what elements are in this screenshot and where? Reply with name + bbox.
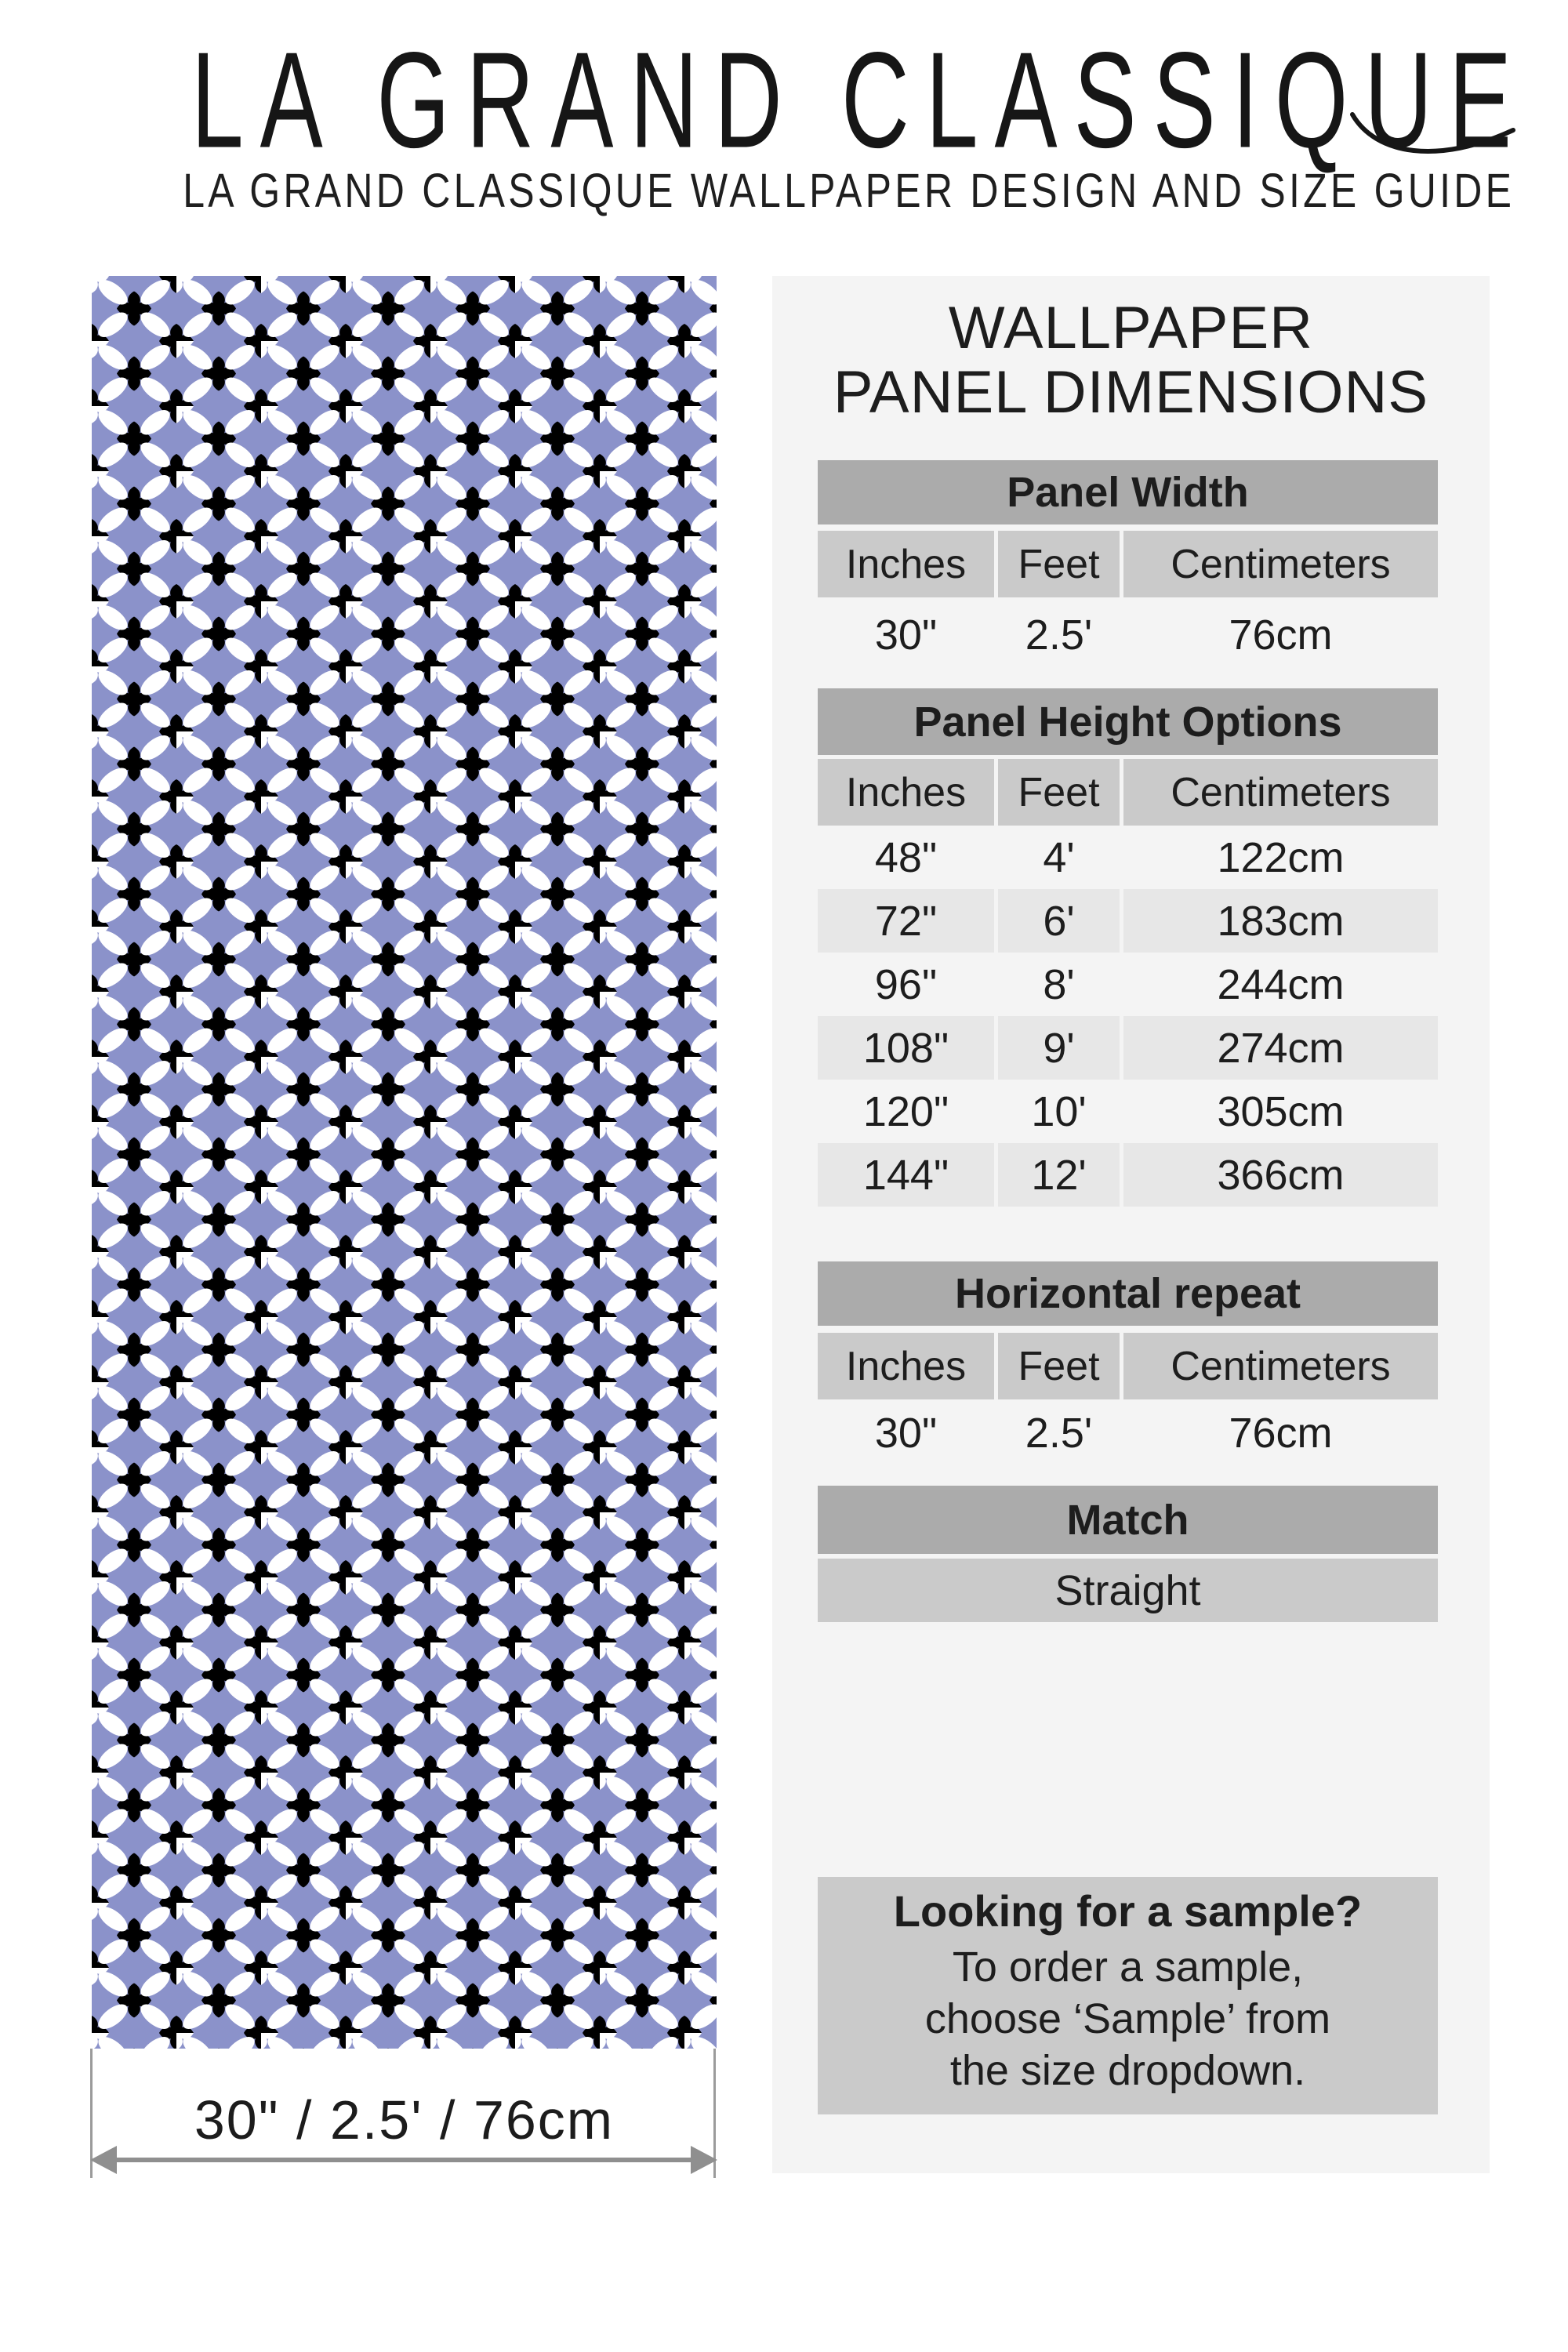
- column-header-centimeters: Centimeters: [1123, 531, 1438, 597]
- horizontal-repeat-header: Horizontal repeat: [818, 1261, 1438, 1326]
- height-feet: 8': [1043, 960, 1075, 1008]
- wallpaper-pattern: [92, 276, 717, 2049]
- q-swash-flourish: [1345, 110, 1525, 171]
- panel-width-label: 30" / 2.5' / 76cm: [194, 2089, 615, 2151]
- height-feet: 6': [998, 889, 1120, 953]
- horizontal-repeat-column-headers: [818, 1333, 1438, 1399]
- table-row: [818, 953, 1438, 1016]
- wallpaper-pattern-swatch: [92, 276, 717, 2049]
- column-header-feet: Feet: [998, 531, 1120, 597]
- height-centimeters: 122cm: [1217, 833, 1345, 881]
- brand-title: LA GRAND CLASSIQUE: [191, 24, 1528, 177]
- column-header-centimeters: Centimeters: [1123, 1333, 1438, 1399]
- sample-note-line: choose ‘Sample’ from: [924, 1995, 1331, 2042]
- panel-height-table: [818, 826, 1438, 1207]
- horizontal-repeat-values: [818, 1399, 1438, 1466]
- table-row: [818, 1080, 1438, 1143]
- sample-note-line: To order a sample,: [952, 1944, 1304, 1991]
- table-row: [818, 826, 1438, 889]
- match-value: Straight: [818, 1559, 1438, 1622]
- panel-height-column-headers: [818, 759, 1438, 826]
- column-header-inches: Inches: [818, 531, 994, 597]
- info-panel-title: [772, 296, 1490, 425]
- height-centimeters: 183cm: [1123, 889, 1438, 953]
- panel-width-column-headers: [818, 531, 1438, 597]
- height-centimeters: 274cm: [1123, 1016, 1438, 1080]
- column-header-inches: Inches: [818, 1333, 994, 1399]
- repeat-centimeters: 76cm: [1229, 1409, 1333, 1457]
- height-feet: 12': [998, 1143, 1120, 1207]
- height-centimeters: 244cm: [1217, 960, 1345, 1008]
- height-inches: 72": [818, 889, 994, 953]
- info-title-line1: WALLPAPER: [948, 295, 1314, 361]
- column-header-feet: Feet: [998, 759, 1120, 826]
- panel-width-feet: 2.5': [1025, 611, 1093, 659]
- repeat-inches: 30": [874, 1409, 938, 1457]
- height-inches: 120": [862, 1087, 949, 1135]
- panel-width-inches: 30": [874, 611, 938, 659]
- height-feet: 9': [998, 1016, 1120, 1080]
- sample-note-title: Looking for a sample?: [893, 1886, 1363, 1936]
- brand-subtitle: LA GRAND CLASSIQUE WALLPAPER DESIGN AND SIZE GUIDE: [183, 164, 1515, 218]
- panel-width-values: [818, 601, 1438, 668]
- column-header-inches: Inches: [818, 759, 994, 826]
- sample-note-line: the size dropdown.: [949, 2047, 1306, 2094]
- width-arrow-line: [114, 2158, 694, 2162]
- repeat-feet: 2.5': [1025, 1409, 1093, 1457]
- height-centimeters: 305cm: [1217, 1087, 1345, 1135]
- sample-note-box: [818, 1877, 1438, 2114]
- height-centimeters: 366cm: [1123, 1143, 1438, 1207]
- height-inches: 144": [818, 1143, 994, 1207]
- height-inches: 108": [818, 1016, 994, 1080]
- panel-width-header: Panel Width: [818, 460, 1438, 524]
- column-header-centimeters: Centimeters: [1123, 759, 1438, 826]
- table-row: [818, 889, 1438, 953]
- info-title-line2: PANEL DIMENSIONS: [833, 359, 1429, 426]
- height-feet: 4': [1043, 833, 1075, 881]
- height-inches: 48": [874, 833, 938, 881]
- column-header-feet: Feet: [998, 1333, 1120, 1399]
- table-row: [818, 1016, 1438, 1080]
- panel-width-centimeters: 76cm: [1229, 611, 1333, 659]
- width-arrow-right-icon: [691, 2146, 717, 2174]
- panel-height-header: Panel Height Options: [818, 688, 1438, 755]
- match-header: Match: [818, 1486, 1438, 1554]
- table-row: [818, 1143, 1438, 1207]
- dimensions-info-panel: [772, 276, 1490, 2173]
- height-feet: 10': [1031, 1087, 1087, 1135]
- width-arrow-left-icon: [90, 2146, 117, 2174]
- height-inches: 96": [874, 960, 938, 1008]
